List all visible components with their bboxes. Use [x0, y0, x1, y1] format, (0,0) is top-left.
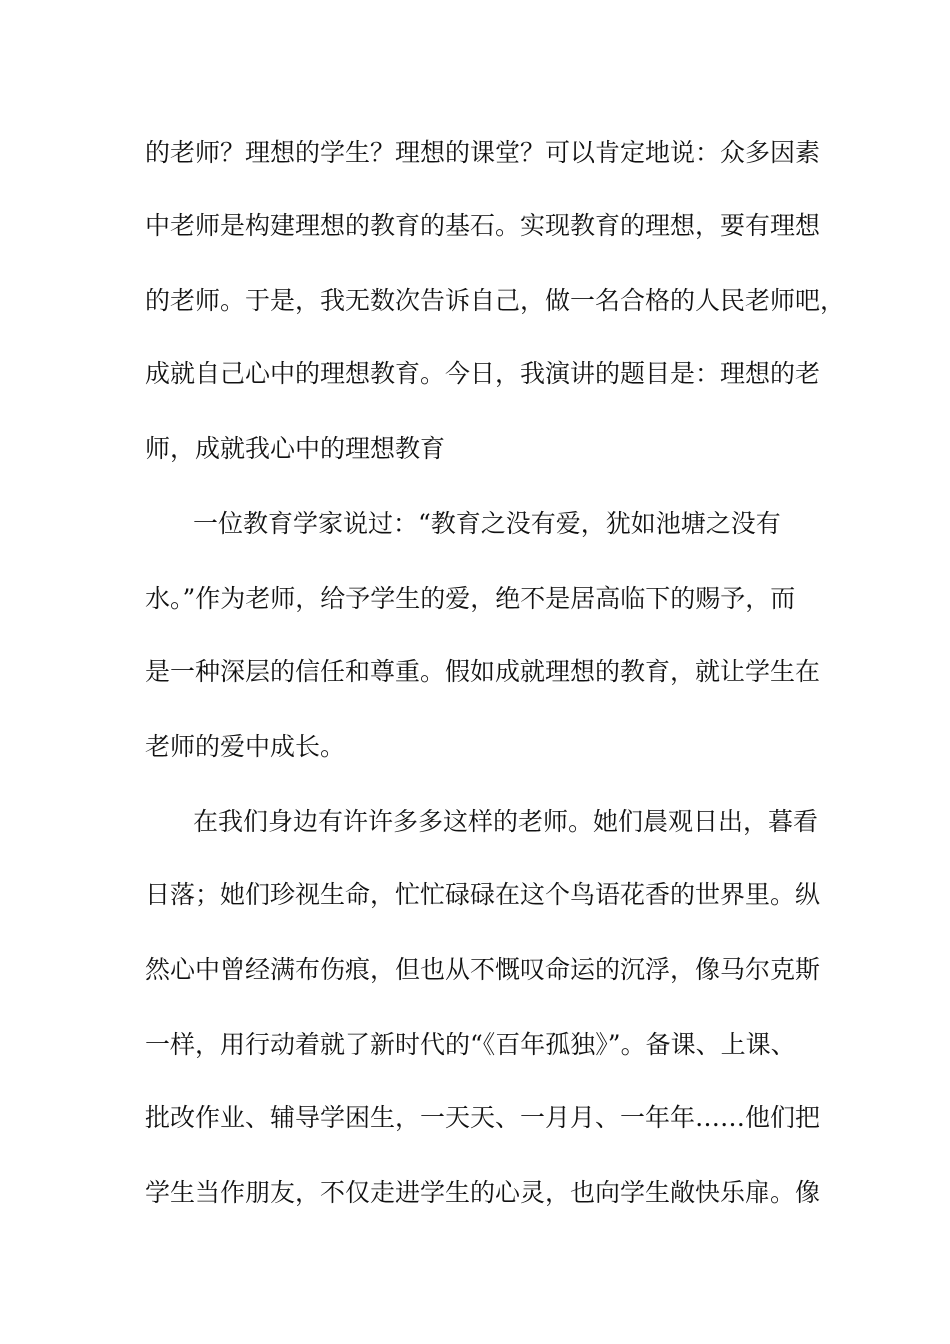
text-line: 成就自己心中的理想教育。今日，我演讲的题目是：理想的老	[145, 359, 821, 388]
text-line: 是一种深层的信任和尊重。假如成就理想的教育，就让学生在	[145, 657, 821, 686]
text-line: 批改作业、辅导学困生，一天天、一月月、一年年……他们把	[145, 1103, 821, 1132]
text-line: 一样，用行动着就了新时代的“《百年孤独》”。备课、上课、	[145, 1030, 796, 1059]
paragraph-first-line: 在我们身边有许许多多这样的老师。她们晨观日出，暮看	[193, 807, 819, 836]
paragraph-first-line: 一位教育学家说过：“教育之没有爱，犹如池塘之没有	[193, 509, 781, 538]
text-line: 水。”作为老师，给予学生的爱，绝不是居高临下的赐予，而	[145, 584, 796, 613]
text-line: 老师的爱中成长。	[145, 732, 346, 761]
text-line: 的老师。于是，我无数次告诉自己，做一名合格的人民老师吧，	[145, 286, 846, 315]
text-line: 日落；她们珍视生命，忙忙碌碌在这个鸟语花香的世界里。纵	[145, 880, 821, 909]
text-line: 中老师是构建理想的教育的基石。实现教育的理想，要有理想	[145, 211, 821, 240]
text-line: 然心中曾经满布伤痕，但也从不慨叹命运的沉浮，像马尔克斯	[145, 955, 821, 984]
text-line: 师，成就我心中的理想教育	[145, 434, 446, 463]
text-line: 的老师？理想的学生？理想的课堂？可以肯定地说：众多因素	[145, 138, 821, 167]
text-line: 学生当作朋友，不仅走进学生的心灵，也向学生敞快乐扉。像	[145, 1178, 821, 1207]
